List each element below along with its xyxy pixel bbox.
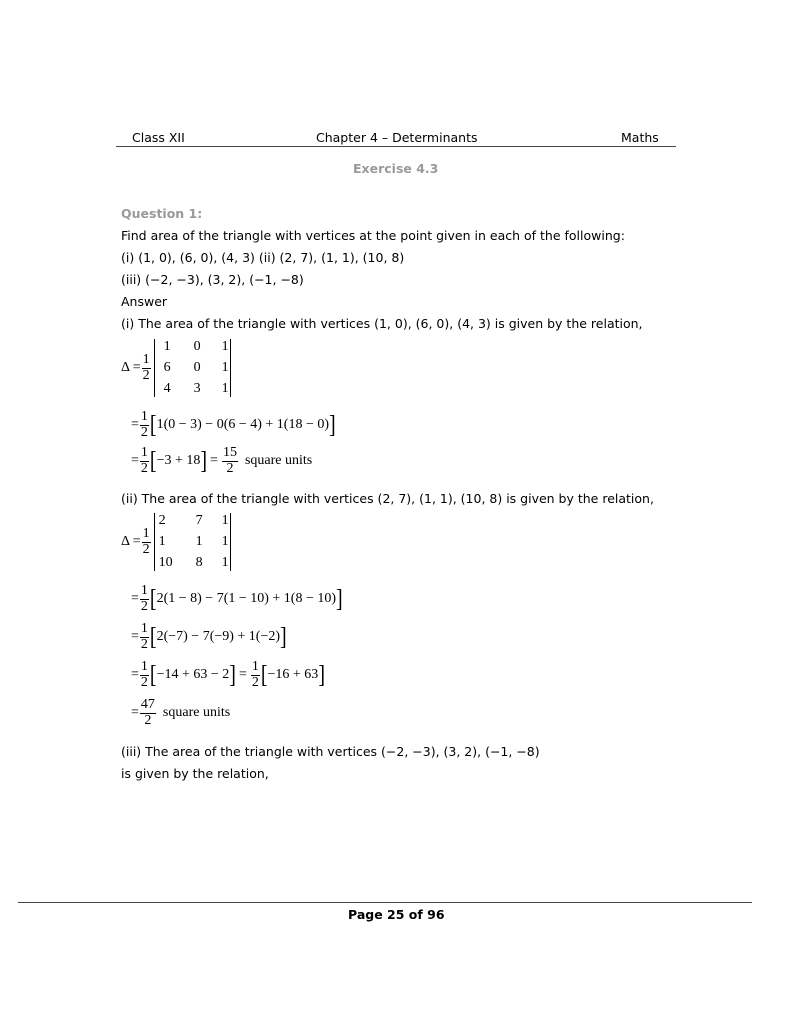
- result-fraction: $\frac{15}{2}$: [222, 445, 237, 476]
- matrix-cell: 2: [158, 513, 166, 528]
- expression: −16 + 63: [267, 667, 319, 683]
- matrix-cell: 7: [195, 513, 203, 528]
- question-text: Find area of the triangle with vertices at the point given in each of the following:: [121, 228, 625, 243]
- answer-label: Answer: [121, 294, 168, 309]
- result-fraction: $\frac{47}{2}$: [140, 697, 155, 728]
- units-label: square units: [162, 705, 231, 721]
- part-i-intro: (i) The area of the triangle with vertices (1, 0), (6, 0), (4, 3) is given by the relation,: [121, 316, 643, 331]
- expression: 1(0 − 3) − 0(6 − 4) + 1(18 − 0): [156, 417, 330, 433]
- matrix-cell: 0: [193, 360, 201, 375]
- matrix-cell: 1: [195, 534, 203, 549]
- part-iii-intro-line2: is given by the relation,: [121, 766, 269, 781]
- part-i-step2: = $\frac{1}{2}$ [ −3 + 18 ] = $\frac{15}{2}$ square units: [131, 445, 313, 476]
- matrix-cell: 1: [221, 381, 229, 396]
- matrix-cell: 8: [195, 555, 203, 570]
- units-label: square units: [244, 453, 313, 469]
- matrix: [154, 513, 231, 571]
- matrix-cell: 1: [221, 555, 229, 570]
- matrix-cell: 1: [221, 513, 229, 528]
- matrix-cell: 0: [193, 339, 201, 354]
- matrix-cell: 1: [221, 339, 229, 354]
- question-parts-line2: (iii) (−2, −3), (3, 2), (−1, −8): [121, 272, 304, 287]
- exercise-title: Exercise 4.3: [353, 161, 439, 176]
- expression: 2(1 − 8) − 7(1 − 10) + 1(8 − 10): [156, 591, 337, 607]
- question-parts-line1: (i) (1, 0), (6, 0), (4, 3) (ii) (2, 7), (1, 1), (10, 8): [121, 250, 405, 265]
- half-fraction: $\frac{1}{2}$: [142, 351, 150, 383]
- part-i-step1: = $\frac{1}{2}$ [ 1(0 − 3) − 0(6 − 4) + 1(18 − 0) ]: [131, 409, 336, 440]
- page-number: Page 25 of 96: [348, 907, 445, 922]
- question-label: Question 1:: [121, 206, 203, 221]
- delta-symbol: Δ =: [121, 360, 141, 375]
- part-ii-result: = $\frac{47}{2}$ square units: [131, 697, 231, 728]
- matrix: [154, 339, 231, 397]
- part-ii-step3: = $\frac{1}{2}$ [ −14 + 63 − 2 ] = $\frac{1}{2}$ [ −16 + 63 ]: [131, 659, 325, 690]
- matrix-cell: 1: [221, 360, 229, 375]
- matrix-cell: 1: [163, 339, 171, 354]
- part-ii-intro: (ii) The area of the triangle with vertices (2, 7), (1, 1), (10, 8) is given by the relation,: [121, 491, 654, 506]
- part-i-determinant: [121, 339, 231, 397]
- footer-rule: [18, 902, 752, 903]
- half-fraction: $\frac{1}{2}$: [142, 525, 150, 557]
- header-subject: Maths: [621, 130, 659, 145]
- part-iii-intro-line1: (iii) The area of the triangle with vertices (−2, −3), (3, 2), (−1, −8): [121, 744, 540, 759]
- part-ii-step2: = $\frac{1}{2}$ [ 2(−7) − 7(−9) + 1(−2) ]: [131, 621, 287, 652]
- matrix-cell: 6: [163, 360, 171, 375]
- expression: 2(−7) − 7(−9) + 1(−2): [156, 629, 281, 645]
- part-ii-step1: = $\frac{1}{2}$ [ 2(1 − 8) − 7(1 − 10) + 1(8 − 10) ]: [131, 583, 343, 614]
- part-ii-determinant: [121, 513, 231, 571]
- matrix-cell: 1: [158, 534, 166, 549]
- matrix-cell: 1: [221, 534, 229, 549]
- header-rule: [116, 146, 676, 147]
- header-chapter: Chapter 4 – Determinants: [316, 130, 478, 145]
- matrix-cell: 3: [193, 381, 201, 396]
- expression: −14 + 63 − 2: [156, 667, 230, 683]
- delta-symbol: Δ =: [121, 534, 141, 549]
- header-class: Class XII: [132, 130, 185, 145]
- matrix-cell: 10: [158, 555, 173, 570]
- matrix-cell: 4: [163, 381, 171, 396]
- expression: −3 + 18: [156, 453, 201, 469]
